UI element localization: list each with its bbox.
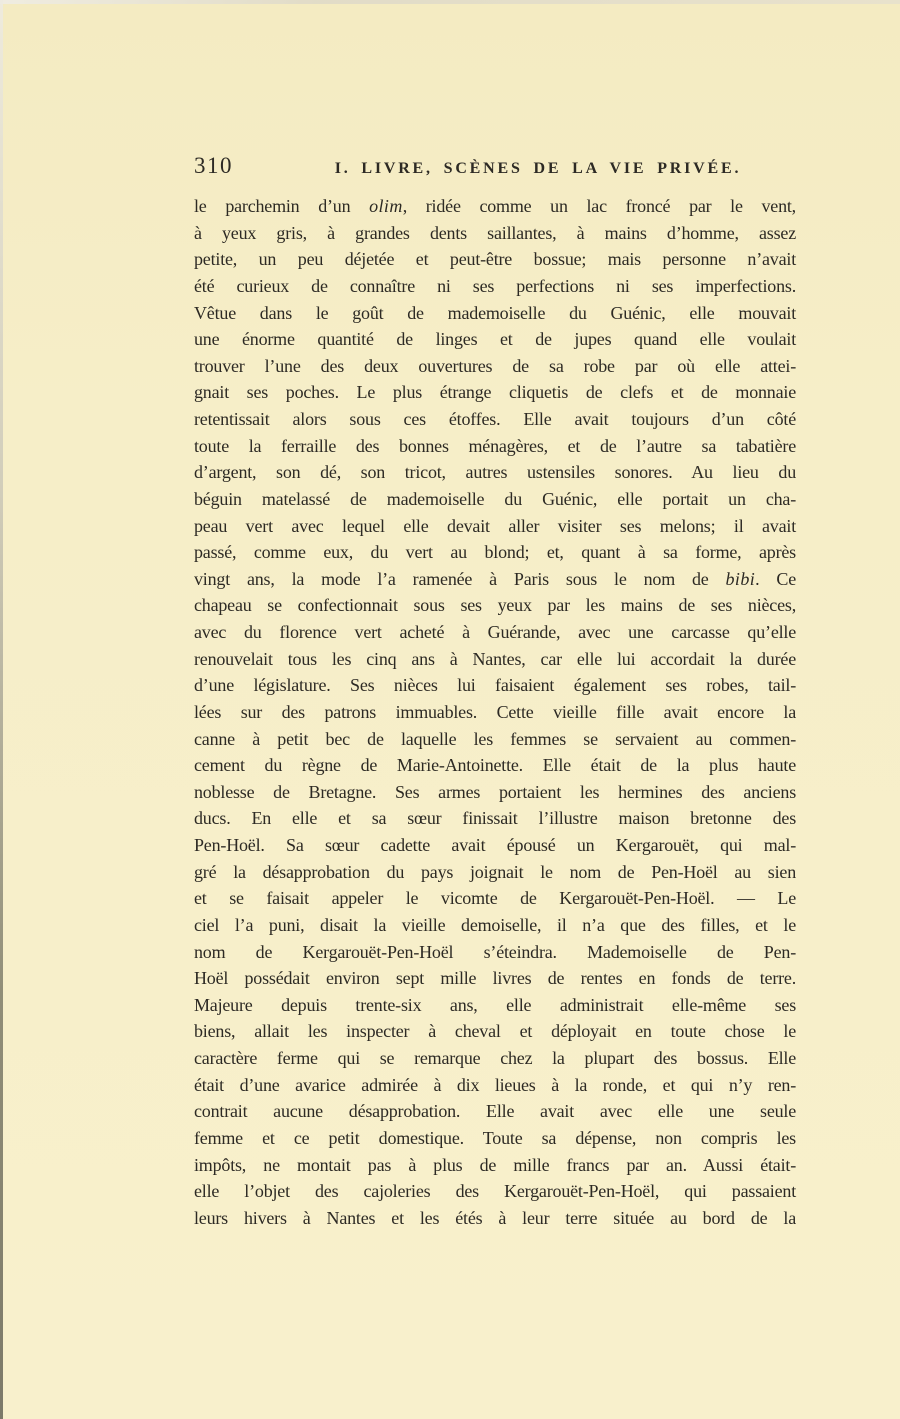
text-line: toute la ferraille des bonnes ménagères, et de l’autre sa tabatière [194, 435, 796, 456]
text-line: passé, comme eux, du vert au blond; et, quant à sa forme, après [194, 542, 796, 563]
text-line: impôts, ne montait pas à plus de mille francs par an. Aussi était- [194, 1154, 796, 1175]
text-line: peau vert avec lequel elle devait aller visiter ses melons; il avait [194, 515, 796, 536]
text-line: noblesse de Bretagne. Ses armes portaient les hermines des anciens [194, 781, 796, 802]
text-line: retentissait alors sous ces étoffes. Elle avait toujours d’un côté [194, 409, 796, 429]
text-line: lées sur des patrons immuables. Cette vieille fille avait encore la [194, 701, 796, 722]
page-body [194, 193, 796, 1231]
text-line: elle l’objet des cajoleries des Kergarouët-Pen-Hoël, qui passaient [194, 1181, 796, 1202]
text-line: Hoël possédait environ sept mille livres de rentes en fonds de terre. [194, 968, 796, 989]
text-line: vingt ans, la mode l’a ramenée à Paris sous le nom de bibi. Ce [194, 568, 796, 589]
text-line: et se faisait appeler le vicomte de Kergarouët-Pen-Hoël. — Le [194, 888, 796, 909]
text-line: petite, un peu déjetée et peut-être bossue; mais personne n’avait [194, 249, 796, 270]
text-line: Majeure depuis trente-six ans, elle administrait elle-même ses [194, 994, 796, 1015]
text-line: d’argent, son dé, son tricot, autres ustensiles sonores. Au lieu du [194, 462, 796, 483]
text-line: gré la désapprobation du pays joignait le nom de Pen-Hoël au sien [194, 861, 796, 882]
text-line: avec du florence vert acheté à Guérande, avec une carcasse qu’elle [194, 622, 796, 642]
text-line: à yeux gris, à grandes dents saillantes, à mains d’homme, assez [194, 222, 796, 243]
text-line: femme et ce petit domestique. Toute sa dépense, non compris les [194, 1127, 796, 1148]
text-line: nom de Kergarouët-Pen-Hoël s’éteindra. Mademoiselle de Pen- [194, 941, 796, 962]
text-line: béguin matelassé de mademoiselle du Guénic, elle portait un cha- [194, 488, 796, 509]
text-line: gnait ses poches. Le plus étrange cliquetis de clefs et de monnaie [194, 382, 796, 403]
page-number: 310 [194, 153, 233, 178]
text-line: cement du règne de Marie-Antoinette. Elle était de la plus haute [194, 755, 796, 776]
running-title: I. LIVRE, SCÈNES DE LA VIE PRIVÉE. [334, 160, 742, 177]
scan-edge-left [0, 0, 3, 1419]
scan-edge-top [0, 0, 900, 4]
text-line: une énorme quantité de linges et de jupes quand elle voulait [194, 329, 796, 350]
page-header [194, 153, 796, 179]
text-line: renouvelait tous les cinq ans à Nantes, car elle lui accordait la durée [194, 648, 796, 669]
text-line: trouver l’une des deux ouvertures de sa robe par où elle attei- [194, 355, 796, 376]
text-line: contrait aucune désapprobation. Elle avait avec elle une seule [194, 1101, 796, 1122]
text-line: caractère ferme qui se remarque chez la plupart des bossus. Elle [194, 1048, 796, 1068]
text-line: canne à petit bec de laquelle les femmes se servaient au commen- [194, 728, 796, 749]
text-line: ciel l’a puni, disait la vieille demoiselle, il n’a que des filles, et le [194, 914, 796, 935]
text-line: chapeau se confectionnait sous ses yeux par les mains de ses nièces, [194, 595, 796, 616]
text-line: était d’une avarice admirée à dix lieues à la ronde, et qui n’y ren- [194, 1074, 796, 1095]
text-line: Vêtue dans le goût de mademoiselle du Guénic, elle mouvait [194, 302, 796, 323]
text-line: ducs. En elle et sa sœur finissait l’illustre maison bretonne des [194, 808, 796, 829]
text-line: d’une législature. Ses nièces lui faisaient également ses robes, tail- [194, 675, 796, 696]
text-line: été curieux de connaître ni ses perfections ni ses imperfections. [194, 275, 796, 296]
text-line: biens, allait les inspecter à cheval et déployait en toute chose le [194, 1021, 796, 1042]
text-line: le parchemin d’un olim, ridée comme un lac froncé par le vent, [194, 196, 796, 216]
text-line: Pen-Hoël. Sa sœur cadette avait épousé un Kergarouët, qui mal- [194, 835, 796, 855]
text-line: leurs hivers à Nantes et les étés à leur terre située au bord de la [194, 1207, 796, 1228]
